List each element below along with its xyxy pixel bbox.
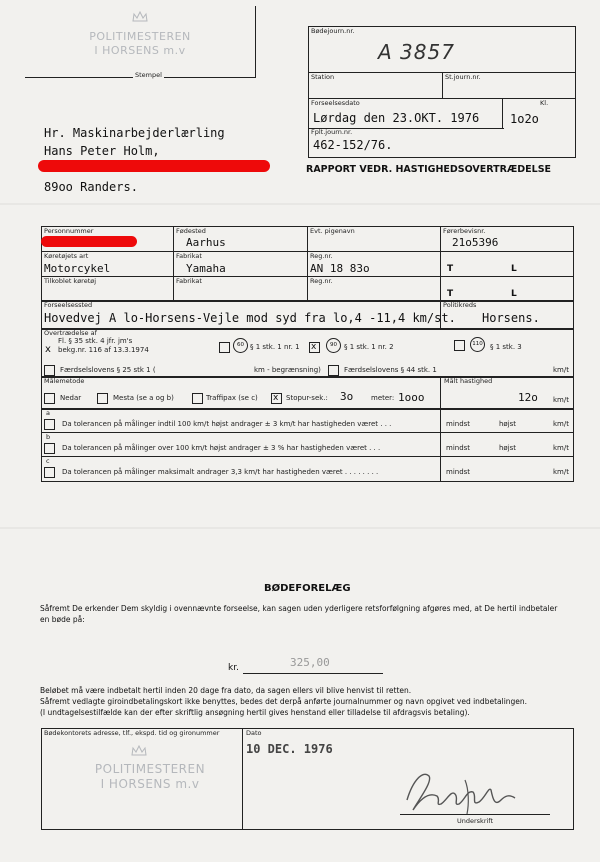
bode-text1: Såfremt De erkender Dem skyldig i ovennævnte forseelse, kan sagen uden yderligere retsforfølgning afgøres med, at De hertil indbetaler [40, 604, 558, 613]
malt-value: 12o [518, 391, 538, 404]
personnummer-label: Personnummer [44, 227, 94, 235]
bode-amount: 325,00 [290, 656, 330, 669]
violation-kmt: km/t [553, 366, 569, 374]
l-marker: L [511, 289, 517, 299]
underskrift-label: Underskrift [457, 817, 494, 825]
fodested-value: Aarhus [186, 236, 226, 249]
kontor-label: Bødekontorets adresse, tlf., ekspd. tid og gironummer [44, 729, 220, 737]
dato-label: Dato [246, 729, 262, 737]
meter-text: meter: [371, 394, 395, 402]
tol-c-text: Da tolerancen på målinger maksimalt andrager 3,3 km/t har hastigheden været . . . . . . . . [62, 468, 379, 476]
bode-note2: Såfremt vedlagte giroindbetalingskort ikke benyttes, bedes det derpå anførte journalnummer og navn opgivet ved indbetalingen. [40, 697, 528, 706]
crown-icon [132, 8, 148, 20]
address-line4: 89oo Randers. [44, 180, 138, 194]
checkbox-nedar[interactable] [44, 393, 55, 404]
fold-line [0, 203, 600, 205]
amount-line [243, 673, 383, 674]
forseelsesdato-value: Lørdag den 23.OKT. 1976 [313, 111, 480, 125]
forseelsesdato-label: Forseelsesdato [311, 99, 360, 107]
faerdsel2-text: Færdselslovens § 44 stk. 1 [344, 366, 437, 374]
forseelsessted-value: Hovedvej A lo-Horsens-Vejle mod syd fra lo,4 -11,4 km/st. [44, 311, 456, 325]
koretojsart-value: Motorcykel [44, 262, 111, 275]
malt-label: Målt hastighed [444, 377, 493, 385]
violation-header: Overtrædelse af [44, 329, 97, 337]
kl-value: 1o2o [510, 112, 539, 126]
stopur-text: Stopur-sek.: [286, 394, 328, 402]
tilkoblet-label: Tilkoblet køretøj [44, 277, 97, 285]
checkbox-stopur-mark: x [273, 393, 279, 403]
checkbox-tol-b[interactable] [44, 443, 55, 454]
traffipax-text: Traffipax (se c) [206, 394, 258, 402]
politikreds-value: Horsens. [482, 311, 540, 325]
tol-a-kmt: km/t [553, 420, 569, 428]
rule1-check: x [45, 344, 51, 355]
checkbox-tol-c[interactable] [44, 467, 55, 478]
l-marker: L [511, 264, 517, 274]
divider [41, 432, 574, 433]
divider [440, 226, 441, 300]
redaction-bar [41, 236, 137, 247]
tol-a-text: Da tolerancen på målinger indtil 100 km/t højst andrager ± 3 km/t har hastigheden været . . . [62, 420, 392, 428]
tol-b-letter: b [46, 433, 51, 441]
checkbox-mesta[interactable] [97, 393, 108, 404]
bode-note3: (I undtagelsestilfælde kan der efter skriftlig ansøgning hertil gives henstand eller tilladelse til afdragsvis betaling). [40, 708, 470, 717]
address-line2: Hans Peter Holm, [44, 144, 160, 158]
regnr-value: AN 18 83o [310, 262, 370, 275]
politikreds-label: Politikreds [443, 301, 477, 309]
signature-image [395, 760, 525, 820]
nedar-text: Nedar [60, 394, 82, 402]
stempel-caption: Stempel [135, 71, 162, 79]
redaction-bar [38, 160, 270, 172]
tol-c-letter: c [46, 457, 50, 465]
fodested-label: Fødested [176, 227, 206, 235]
tol-b-mindst: mindst [446, 444, 471, 452]
fabrikat2-label: Fabrikat [176, 277, 202, 285]
tol-a-letter: a [46, 409, 50, 417]
rule1-line2: bekg.nr. 116 af 13.3.1974 [58, 346, 149, 354]
faerdsel1-text: Færdselslovens § 25 stk 1 ( [60, 366, 156, 374]
tol-b-kmt: km/t [553, 444, 569, 452]
divider [440, 408, 441, 482]
crown-icon [131, 742, 147, 754]
fabrikat-label: Fabrikat [176, 252, 202, 260]
regnr2-label: Reg.nr. [310, 277, 333, 285]
divider [173, 226, 174, 300]
c60-text: § 1 stk. 1 nr. 1 [250, 343, 300, 351]
speed-limit-60-icon: 60 [233, 338, 248, 353]
tol-a-mindst: mindst [446, 420, 471, 428]
forerbevis-label: Førerbevisnr. [443, 227, 486, 235]
regnr-label: Reg.nr. [310, 252, 333, 260]
kl-label: Kl. [540, 99, 549, 107]
forerbevis-value: 21o5396 [452, 236, 499, 249]
c90-text: § 1 stk. 1 nr. 2 [344, 343, 394, 351]
checkbox-faerdsel44[interactable] [328, 365, 339, 376]
divider [502, 98, 503, 128]
signature-line [400, 814, 550, 815]
t-marker: T [447, 264, 454, 274]
tol-b-text: Da tolerancen på målinger over 100 km/t højst andrager ± 3 % har hastigheden været . . . [62, 444, 381, 452]
rule1-line1: Fl. § 35 stk. 4 jfr. jm's [58, 337, 133, 345]
dato-value: 10 DEC. 1976 [246, 742, 333, 756]
stopur-value: 3o [340, 390, 354, 403]
forseelsessted-label: Forseelsessted [44, 301, 93, 309]
station-label: Station [311, 73, 335, 81]
address-line1: Hr. Maskinarbejderlærling [44, 126, 225, 140]
measure-header: Målemetode [44, 377, 85, 385]
checkbox-tol-a[interactable] [44, 419, 55, 430]
meter-value: 1ooo [398, 391, 425, 404]
bottom-stamp-line2: I HORSENS m.v [100, 777, 200, 791]
divider [440, 376, 441, 408]
measure-kmt: km/t [553, 396, 569, 404]
tol-b-hojst: højst [499, 444, 517, 452]
speed-limit-110-icon: 110 [470, 337, 485, 352]
tol-a-hojst: højst [499, 420, 517, 428]
stempel-box [25, 6, 256, 78]
measure-box [41, 376, 574, 410]
pigenavn-label: Evt. pigenavn [310, 227, 355, 235]
fabrikat-value: Yamaha [186, 262, 226, 275]
fpltjourn-label: Fplt.journ.nr. [311, 128, 353, 136]
koretojsart-label: Køretøjets art [44, 252, 89, 260]
stamp-line1: POLITIMESTEREN [89, 30, 191, 43]
divider [442, 72, 443, 98]
report-title: RAPPORT VEDR. HASTIGHEDSOVERTRÆDELSE [306, 164, 552, 175]
checkbox-110[interactable] [454, 340, 465, 351]
stjourn-label: St.journ.nr. [445, 73, 481, 81]
kr-label: kr. [228, 663, 239, 673]
mesta-text: Mesta (se a og b) [113, 394, 174, 402]
tol-c-mindst: mindst [446, 468, 471, 476]
divider [307, 226, 308, 300]
c110-text: § 1 stk. 3 [490, 343, 522, 351]
checkbox-60[interactable] [219, 342, 230, 353]
bode-text2: en bøde på: [40, 615, 85, 624]
tol-c-kmt: km/t [553, 468, 569, 476]
bodejournal-value: A 3857 [378, 40, 455, 64]
divider [242, 728, 243, 830]
checkbox-faerdsel25[interactable] [44, 365, 55, 376]
checkbox-traffipax[interactable] [192, 393, 203, 404]
bottom-stamp-line1: POLITIMESTEREN [94, 762, 206, 776]
t-marker: T [447, 289, 454, 299]
bode-note1: Beløbet må være indbetalt hertil inden 20 dage fra dato, da sagen ellers vil blive henvist til retten. [40, 686, 412, 695]
divider [41, 456, 574, 457]
speed-limit-90-icon: 90 [326, 338, 341, 353]
km-begr-text: km - begrænsning) [254, 366, 321, 374]
bodejournal-label: Bødejourn.nr. [311, 27, 355, 35]
bode-title: BØDEFORELÆG [264, 583, 351, 594]
stamp-line2: I HORSENS m.v [94, 44, 186, 57]
checkbox-90-mark: x [311, 342, 317, 352]
fold-line [0, 527, 600, 529]
fpltjourn-value: 462-152/76. [313, 138, 393, 152]
